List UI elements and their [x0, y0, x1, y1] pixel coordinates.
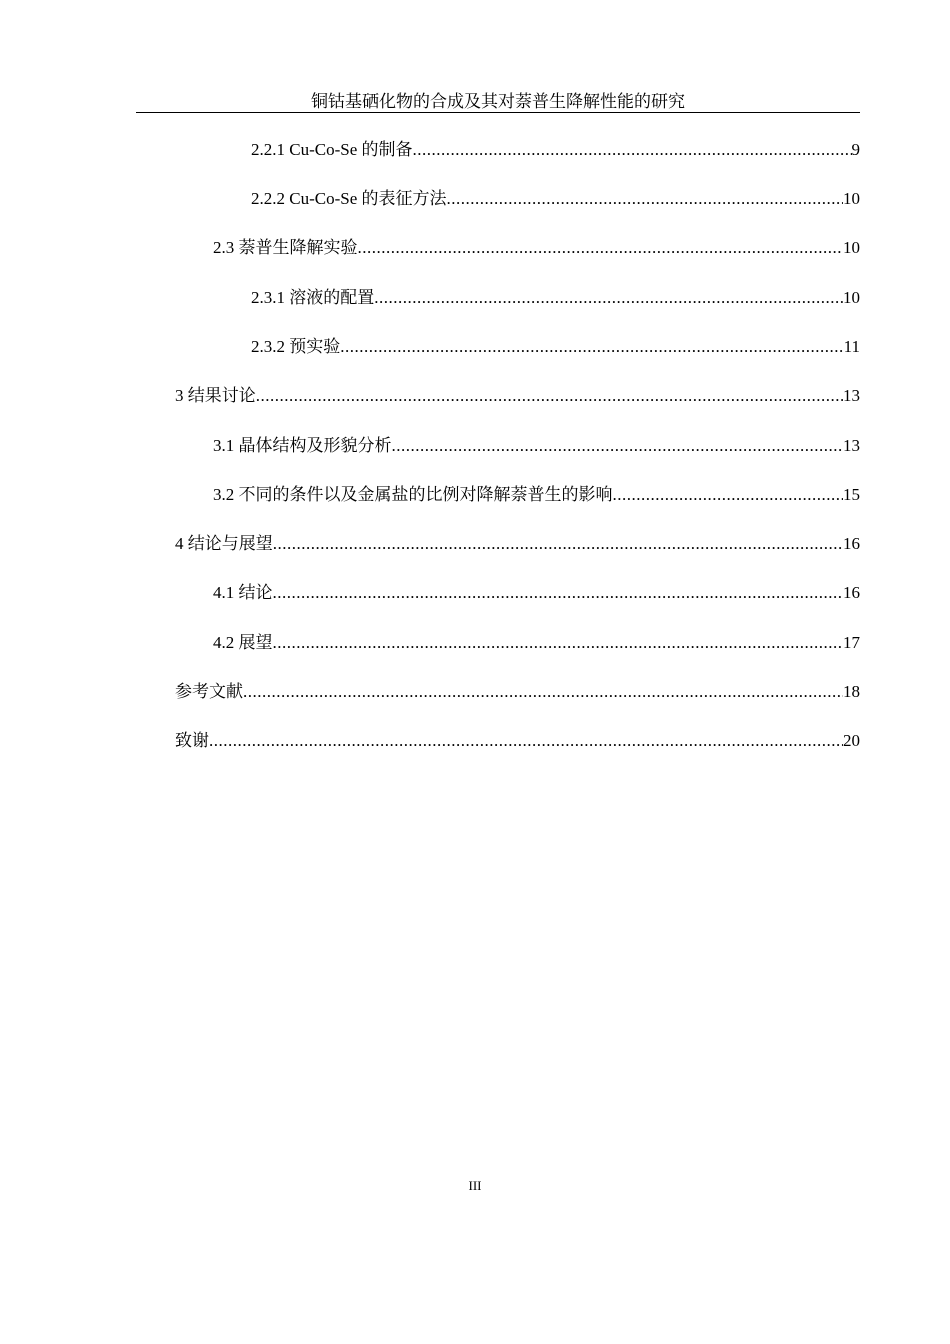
toc-entry-2-3-1[interactable]	[251, 286, 860, 310]
toc-entry-label: 3.2 不同的条件以及金属盐的比例对降解萘普生的影响	[213, 485, 613, 504]
page-number-footer: III	[468, 1178, 482, 1193]
toc-entry-label: 2.3.2 预实验	[251, 337, 341, 356]
toc-page-number: 16	[843, 534, 860, 553]
toc-dot-leader	[256, 384, 843, 408]
toc-entry-acknowledgements[interactable]	[175, 729, 860, 753]
toc-page-number: 10	[843, 238, 860, 257]
toc-dot-leader	[340, 335, 843, 359]
toc-entry-2-2-1[interactable]	[251, 138, 860, 162]
toc-entry-label: 4 结论与展望	[175, 534, 273, 553]
toc-page-number: 17	[843, 633, 860, 652]
toc-entry-2-3[interactable]	[213, 236, 860, 260]
toc-entry-label: 4.1 结论	[213, 583, 273, 602]
toc-page-number: 10	[843, 288, 860, 307]
toc-entry-4-2[interactable]	[213, 631, 860, 655]
toc-entry-label: 4.2 展望	[213, 633, 273, 652]
toc-dot-leader	[613, 483, 844, 507]
toc-dot-leader	[273, 631, 844, 655]
toc-entry-2-2-2[interactable]	[251, 187, 860, 211]
toc-entry-label: 3 结果讨论	[175, 386, 256, 405]
toc-dot-leader	[243, 680, 843, 704]
toc-page-number: 20	[843, 731, 860, 750]
toc-page-number: 18	[843, 682, 860, 701]
toc-entry-label: 2.2.1 Cu-Co-Se 的制备	[251, 140, 413, 159]
toc-entry-label: 3.1 晶体结构及形貌分析	[213, 436, 392, 455]
toc-entry-label: 2.3 萘普生降解实验	[213, 238, 358, 257]
toc-entry-references[interactable]	[175, 680, 860, 704]
toc-page-number: 11	[843, 337, 860, 356]
toc-entry-3[interactable]	[175, 384, 860, 408]
toc-page-number: 9	[851, 140, 860, 159]
header-rule	[136, 112, 860, 113]
toc-dot-leader	[358, 236, 844, 260]
toc-page-number: 16	[843, 583, 860, 602]
toc-dot-leader	[413, 138, 852, 162]
running-header-title: 铜钴基硒化物的合成及其对萘普生降解性能的研究	[311, 92, 685, 111]
toc-page-number: 10	[843, 189, 860, 208]
toc-page-number: 13	[843, 436, 860, 455]
toc-page-number: 15	[843, 485, 860, 504]
toc-entry-label: 2.3.1 溶液的配置	[251, 288, 375, 307]
toc-dot-leader	[374, 286, 843, 310]
toc-dot-leader	[447, 187, 844, 211]
toc-entry-label: 致谢	[175, 731, 209, 750]
toc-entry-3-2[interactable]	[213, 483, 860, 507]
toc-entry-4-1[interactable]	[213, 581, 860, 605]
toc-dot-leader	[392, 434, 844, 458]
toc-dot-leader	[209, 729, 843, 753]
toc-entry-3-1[interactable]	[213, 434, 860, 458]
toc-dot-leader	[273, 532, 843, 556]
toc-entry-2-3-2[interactable]	[251, 335, 860, 359]
toc-entry-label: 参考文献	[175, 682, 243, 701]
toc-entry-4[interactable]	[175, 532, 860, 556]
toc-entry-label: 2.2.2 Cu-Co-Se 的表征方法	[251, 189, 447, 208]
toc-dot-leader	[273, 581, 844, 605]
toc-page-number: 13	[843, 386, 860, 405]
